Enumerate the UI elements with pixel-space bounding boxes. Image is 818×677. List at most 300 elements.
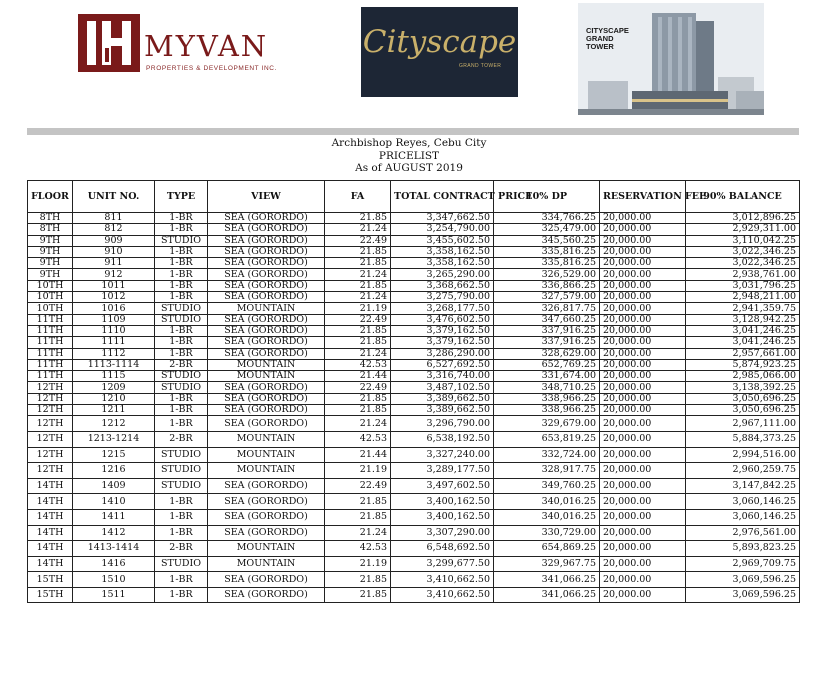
floor-cell: 14TH <box>28 525 73 541</box>
fa-cell: 21.19 <box>325 556 391 572</box>
unit-no-cell: 811 <box>73 213 155 224</box>
total-contract-price-cell: 3,410,662.50 <box>391 572 494 588</box>
reservation-fee-cell: 20,000.00 <box>600 325 686 336</box>
dp-cell: 329,679.00 <box>494 416 600 432</box>
type-cell: 2-BR <box>155 359 208 370</box>
view-cell: MOUNTAIN <box>208 541 325 557</box>
reservation-fee-cell: 20,000.00 <box>600 371 686 382</box>
balance-cell: 2,994,516.00 <box>686 447 800 463</box>
dp-cell: 337,916.25 <box>494 337 600 348</box>
table-row <box>28 314 800 325</box>
floor-cell: 9TH <box>28 235 73 246</box>
view-cell: SEA (GORORDO) <box>208 525 325 541</box>
balance-cell: 3,031,796.25 <box>686 280 800 291</box>
balance-cell: 3,050,696.25 <box>686 405 800 416</box>
balance-cell: 2,929,311.00 <box>686 224 800 235</box>
view-cell: MOUNTAIN <box>208 463 325 479</box>
view-cell: SEA (GORORDO) <box>208 246 325 257</box>
balance-cell: 2,948,211.00 <box>686 292 800 303</box>
document-title-block <box>0 137 818 175</box>
balance-cell: 3,022,346.25 <box>686 246 800 257</box>
unit-no-cell: 1113-1114 <box>73 359 155 370</box>
building-icon <box>578 3 764 115</box>
total-contract-price-cell: 3,275,790.00 <box>391 292 494 303</box>
reservation-fee-cell: 20,000.00 <box>600 359 686 370</box>
total-contract-price-cell: 3,389,662.50 <box>391 393 494 404</box>
view-cell: SEA (GORORDO) <box>208 337 325 348</box>
myvan-emblem-icon <box>78 14 140 72</box>
balance-cell: 3,147,842.25 <box>686 478 800 494</box>
fa-cell: 22.49 <box>325 478 391 494</box>
table-row <box>28 525 800 541</box>
floor-cell: 10TH <box>28 292 73 303</box>
fa-cell: 42.53 <box>325 541 391 557</box>
tower-label-line2: GRAND <box>586 34 614 43</box>
table-row <box>28 431 800 447</box>
balance-cell: 3,041,246.25 <box>686 337 800 348</box>
type-cell: 1-BR <box>155 325 208 336</box>
reservation-fee-cell: 20,000.00 <box>600 213 686 224</box>
view-cell: SEA (GORORDO) <box>208 494 325 510</box>
dp-cell: 345,560.25 <box>494 235 600 246</box>
reservation-fee-cell: 20,000.00 <box>600 224 686 235</box>
balance-cell: 2,976,561.00 <box>686 525 800 541</box>
total-contract-price-cell: 3,358,162.50 <box>391 258 494 269</box>
floor-cell: 14TH <box>28 494 73 510</box>
table-row <box>28 269 800 280</box>
total-contract-price-cell: 3,347,662.50 <box>391 213 494 224</box>
unit-no-cell: 1511 <box>73 587 155 603</box>
type-cell: STUDIO <box>155 478 208 494</box>
fa-cell: 21.85 <box>325 587 391 603</box>
balance-cell: 2,960,259.75 <box>686 463 800 479</box>
table-row <box>28 337 800 348</box>
total-contract-price-cell: 3,400,162.50 <box>391 509 494 525</box>
table-row <box>28 556 800 572</box>
unit-no-cell: 1416 <box>73 556 155 572</box>
type-cell: STUDIO <box>155 314 208 325</box>
fa-cell: 21.24 <box>325 348 391 359</box>
floor-cell: 11TH <box>28 337 73 348</box>
total-contract-price-cell: 3,487,102.50 <box>391 382 494 393</box>
reservation-fee-cell: 20,000.00 <box>600 292 686 303</box>
table-row <box>28 246 800 257</box>
tower-label-line1: CITYSCAPE <box>586 26 629 35</box>
floor-cell: 11TH <box>28 325 73 336</box>
table-row <box>28 325 800 336</box>
dp-cell: 341,066.25 <box>494 572 600 588</box>
balance-cell: 3,012,896.25 <box>686 213 800 224</box>
unit-no-cell: 812 <box>73 224 155 235</box>
dp-cell: 340,016.25 <box>494 509 600 525</box>
unit-no-cell: 911 <box>73 258 155 269</box>
floor-cell: 10TH <box>28 303 73 314</box>
dp-cell: 654,869.25 <box>494 541 600 557</box>
type-cell: 2-BR <box>155 541 208 557</box>
balance-cell: 2,938,761.00 <box>686 269 800 280</box>
total-contract-price-cell: 3,455,602.50 <box>391 235 494 246</box>
fa-cell: 21.85 <box>325 572 391 588</box>
view-cell: SEA (GORORDO) <box>208 269 325 280</box>
table-row <box>28 572 800 588</box>
reservation-fee-cell: 20,000.00 <box>600 393 686 404</box>
table-row <box>28 416 800 432</box>
table-row <box>28 478 800 494</box>
reservation-fee-cell: 20,000.00 <box>600 382 686 393</box>
view-cell: SEA (GORORDO) <box>208 314 325 325</box>
dp-cell: 335,816.25 <box>494 258 600 269</box>
unit-no-cell: 1410 <box>73 494 155 510</box>
type-cell: 1-BR <box>155 572 208 588</box>
unit-no-cell: 1510 <box>73 572 155 588</box>
dp-cell: 348,710.25 <box>494 382 600 393</box>
unit-no-cell: 1016 <box>73 303 155 314</box>
dp-cell: 330,729.00 <box>494 525 600 541</box>
type-cell: 1-BR <box>155 348 208 359</box>
floor-cell: 11TH <box>28 348 73 359</box>
floor-cell: 12TH <box>28 382 73 393</box>
dp-cell: 326,529.00 <box>494 269 600 280</box>
table-row <box>28 359 800 370</box>
table-row <box>28 382 800 393</box>
type-cell: STUDIO <box>155 556 208 572</box>
fa-cell: 21.85 <box>325 393 391 404</box>
table-row <box>28 280 800 291</box>
view-cell: SEA (GORORDO) <box>208 416 325 432</box>
table-row <box>28 405 800 416</box>
unit-no-cell: 1112 <box>73 348 155 359</box>
fa-cell: 22.49 <box>325 382 391 393</box>
cityscape-logo <box>361 7 518 97</box>
view-cell: SEA (GORORDO) <box>208 213 325 224</box>
view-cell: SEA (GORORDO) <box>208 224 325 235</box>
cityscape-wordmark: Cityscape <box>362 24 517 60</box>
dp-cell: 329,967.75 <box>494 556 600 572</box>
unit-no-cell: 1211 <box>73 405 155 416</box>
total-contract-price-cell: 3,379,162.50 <box>391 337 494 348</box>
reservation-fee-cell: 20,000.00 <box>600 587 686 603</box>
reservation-fee-cell: 20,000.00 <box>600 556 686 572</box>
reservation-fee-cell: 20,000.00 <box>600 525 686 541</box>
myvan-wordmark: MYVAN <box>144 29 269 63</box>
unit-no-cell: 1409 <box>73 478 155 494</box>
fa-cell: 22.49 <box>325 235 391 246</box>
floor-cell: 9TH <box>28 246 73 257</box>
total-contract-price-cell: 3,327,240.00 <box>391 447 494 463</box>
type-cell: STUDIO <box>155 235 208 246</box>
dp-cell: 325,479.00 <box>494 224 600 235</box>
tower-label-line3: TOWER <box>586 42 614 51</box>
floor-cell: 14TH <box>28 478 73 494</box>
view-cell: SEA (GORORDO) <box>208 258 325 269</box>
floor-cell: 9TH <box>28 258 73 269</box>
total-contract-price-cell: 3,476,602.50 <box>391 314 494 325</box>
type-cell: 1-BR <box>155 337 208 348</box>
type-cell: 1-BR <box>155 405 208 416</box>
floor-cell: 12TH <box>28 416 73 432</box>
type-cell: STUDIO <box>155 371 208 382</box>
total-contract-price-cell: 6,527,692.50 <box>391 359 494 370</box>
table-row <box>28 541 800 557</box>
balance-cell: 2,969,709.75 <box>686 556 800 572</box>
fa-cell: 42.53 <box>325 431 391 447</box>
view-cell: SEA (GORORDO) <box>208 509 325 525</box>
unit-no-cell: 1216 <box>73 463 155 479</box>
fa-cell: 21.85 <box>325 258 391 269</box>
type-cell: 1-BR <box>155 525 208 541</box>
dp-cell: 337,916.25 <box>494 325 600 336</box>
project-location: Archbishop Reyes, Cebu City <box>331 137 487 149</box>
dp-cell: 328,629.00 <box>494 348 600 359</box>
reservation-fee-cell: 20,000.00 <box>600 416 686 432</box>
type-cell: 1-BR <box>155 509 208 525</box>
dp-cell: 338,966.25 <box>494 405 600 416</box>
dp-cell: 653,819.25 <box>494 431 600 447</box>
unit-no-cell: 1011 <box>73 280 155 291</box>
unit-no-cell: 1110 <box>73 325 155 336</box>
floor-cell: 12TH <box>28 447 73 463</box>
reservation-fee-cell: 20,000.00 <box>600 431 686 447</box>
col-type-header: TYPE <box>155 181 208 213</box>
reservation-fee-cell: 20,000.00 <box>600 303 686 314</box>
fa-cell: 21.44 <box>325 371 391 382</box>
total-contract-price-cell: 3,299,677.50 <box>391 556 494 572</box>
view-cell: MOUNTAIN <box>208 359 325 370</box>
header-divider <box>27 128 799 135</box>
balance-cell: 3,041,246.25 <box>686 325 800 336</box>
balance-cell: 2,967,111.00 <box>686 416 800 432</box>
total-contract-price-cell: 3,265,290.00 <box>391 269 494 280</box>
reservation-fee-cell: 20,000.00 <box>600 348 686 359</box>
view-cell: SEA (GORORDO) <box>208 478 325 494</box>
unit-no-cell: 1210 <box>73 393 155 404</box>
type-cell: 1-BR <box>155 258 208 269</box>
fa-cell: 21.19 <box>325 463 391 479</box>
fa-cell: 21.85 <box>325 213 391 224</box>
fa-cell: 21.85 <box>325 337 391 348</box>
dp-cell: 340,016.25 <box>494 494 600 510</box>
reservation-fee-cell: 20,000.00 <box>600 258 686 269</box>
dp-cell: 341,066.25 <box>494 587 600 603</box>
floor-cell: 8TH <box>28 224 73 235</box>
dp-cell: 349,760.25 <box>494 478 600 494</box>
total-contract-price-cell: 3,410,662.50 <box>391 587 494 603</box>
reservation-fee-cell: 20,000.00 <box>600 337 686 348</box>
table-body <box>28 213 800 603</box>
table-row <box>28 509 800 525</box>
total-contract-price-cell: 3,268,177.50 <box>391 303 494 314</box>
view-cell: MOUNTAIN <box>208 431 325 447</box>
floor-cell: 12TH <box>28 405 73 416</box>
fa-cell: 21.24 <box>325 525 391 541</box>
table-row <box>28 303 800 314</box>
type-cell: STUDIO <box>155 463 208 479</box>
unit-no-cell: 910 <box>73 246 155 257</box>
fa-cell: 21.85 <box>325 280 391 291</box>
balance-cell: 3,138,392.25 <box>686 382 800 393</box>
view-cell: SEA (GORORDO) <box>208 292 325 303</box>
view-cell: SEA (GORORDO) <box>208 572 325 588</box>
type-cell: 1-BR <box>155 292 208 303</box>
dp-cell: 327,579.00 <box>494 292 600 303</box>
reservation-fee-cell: 20,000.00 <box>600 509 686 525</box>
balance-cell: 3,022,346.25 <box>686 258 800 269</box>
unit-no-cell: 1215 <box>73 447 155 463</box>
col-fa-header: FA <box>325 181 391 213</box>
dp-cell: 652,769.25 <box>494 359 600 370</box>
total-contract-price-cell: 6,538,192.50 <box>391 431 494 447</box>
reservation-fee-cell: 20,000.00 <box>600 235 686 246</box>
col-total-contract-price-header: TOTAL CONTRACT PRICE <box>391 181 494 213</box>
reservation-fee-cell: 20,000.00 <box>600 405 686 416</box>
table-row <box>28 258 800 269</box>
myvan-logo <box>78 14 298 80</box>
table-row <box>28 494 800 510</box>
balance-cell: 2,941,359.75 <box>686 303 800 314</box>
type-cell: 1-BR <box>155 494 208 510</box>
table-row <box>28 348 800 359</box>
balance-cell: 5,884,373.25 <box>686 431 800 447</box>
col-balance-header: 90% BALANCE <box>686 181 800 213</box>
type-cell: 1-BR <box>155 269 208 280</box>
view-cell: SEA (GORORDO) <box>208 280 325 291</box>
type-cell: STUDIO <box>155 303 208 314</box>
total-contract-price-cell: 3,358,162.50 <box>391 246 494 257</box>
fa-cell: 21.85 <box>325 509 391 525</box>
view-cell: MOUNTAIN <box>208 303 325 314</box>
total-contract-price-cell: 3,368,662.50 <box>391 280 494 291</box>
table-header-row <box>28 181 800 213</box>
fa-cell: 21.85 <box>325 246 391 257</box>
view-cell: SEA (GORORDO) <box>208 393 325 404</box>
view-cell: SEA (GORORDO) <box>208 348 325 359</box>
floor-cell: 15TH <box>28 572 73 588</box>
unit-no-cell: 909 <box>73 235 155 246</box>
unit-no-cell: 912 <box>73 269 155 280</box>
balance-cell: 3,060,146.25 <box>686 509 800 525</box>
dp-cell: 338,966.25 <box>494 393 600 404</box>
floor-cell: 9TH <box>28 269 73 280</box>
unit-no-cell: 1213-1214 <box>73 431 155 447</box>
fa-cell: 21.24 <box>325 269 391 280</box>
type-cell: 1-BR <box>155 246 208 257</box>
balance-cell: 3,110,042.25 <box>686 235 800 246</box>
unit-no-cell: 1412 <box>73 525 155 541</box>
unit-no-cell: 1209 <box>73 382 155 393</box>
fa-cell: 21.85 <box>325 405 391 416</box>
type-cell: STUDIO <box>155 382 208 393</box>
fa-cell: 21.24 <box>325 416 391 432</box>
dp-cell: 334,766.25 <box>494 213 600 224</box>
floor-cell: 11TH <box>28 359 73 370</box>
table-row <box>28 393 800 404</box>
balance-cell: 5,893,823.25 <box>686 541 800 557</box>
table-row <box>28 587 800 603</box>
table-row <box>28 447 800 463</box>
floor-cell: 10TH <box>28 280 73 291</box>
view-cell: SEA (GORORDO) <box>208 235 325 246</box>
fa-cell: 21.85 <box>325 494 391 510</box>
type-cell: 2-BR <box>155 431 208 447</box>
floor-cell: 14TH <box>28 541 73 557</box>
table-row <box>28 235 800 246</box>
balance-cell: 2,957,661.00 <box>686 348 800 359</box>
balance-cell: 3,069,596.25 <box>686 572 800 588</box>
floor-cell: 11TH <box>28 314 73 325</box>
table-row <box>28 371 800 382</box>
unit-no-cell: 1115 <box>73 371 155 382</box>
view-cell: MOUNTAIN <box>208 371 325 382</box>
col-floor-header: FLOOR <box>28 181 73 213</box>
table-row <box>28 224 800 235</box>
unit-no-cell: 1212 <box>73 416 155 432</box>
balance-cell: 3,128,942.25 <box>686 314 800 325</box>
type-cell: 1-BR <box>155 280 208 291</box>
col-dp-header: 10% DP <box>494 181 600 213</box>
pricelist-table <box>27 180 800 603</box>
type-cell: 1-BR <box>155 416 208 432</box>
table-row <box>28 463 800 479</box>
total-contract-price-cell: 3,379,162.50 <box>391 325 494 336</box>
fa-cell: 21.24 <box>325 224 391 235</box>
cityscape-subtitle: GRAND TOWER <box>459 63 502 69</box>
dp-cell: 335,816.25 <box>494 246 600 257</box>
fa-cell: 42.53 <box>325 359 391 370</box>
view-cell: MOUNTAIN <box>208 447 325 463</box>
table-row <box>28 292 800 303</box>
view-cell: MOUNTAIN <box>208 556 325 572</box>
floor-cell: 8TH <box>28 213 73 224</box>
total-contract-price-cell: 3,286,290.00 <box>391 348 494 359</box>
total-contract-price-cell: 3,289,177.50 <box>391 463 494 479</box>
dp-cell: 336,866.25 <box>494 280 600 291</box>
total-contract-price-cell: 6,548,692.50 <box>391 541 494 557</box>
floor-cell: 12TH <box>28 431 73 447</box>
dp-cell: 347,660.25 <box>494 314 600 325</box>
tower-label <box>586 27 629 51</box>
dp-cell: 331,674.00 <box>494 371 600 382</box>
type-cell: 1-BR <box>155 393 208 404</box>
reservation-fee-cell: 20,000.00 <box>600 280 686 291</box>
type-cell: 1-BR <box>155 213 208 224</box>
document-title: PRICELIST <box>378 149 440 162</box>
balance-cell: 3,069,596.25 <box>686 587 800 603</box>
total-contract-price-cell: 3,254,790.00 <box>391 224 494 235</box>
view-cell: SEA (GORORDO) <box>208 325 325 336</box>
reservation-fee-cell: 20,000.00 <box>600 447 686 463</box>
view-cell: SEA (GORORDO) <box>208 405 325 416</box>
dp-cell: 332,724.00 <box>494 447 600 463</box>
myvan-tagline: PROPERTIES & DEVELOPMENT INC. <box>146 65 277 72</box>
total-contract-price-cell: 3,316,740.00 <box>391 371 494 382</box>
table-row <box>28 213 800 224</box>
reservation-fee-cell: 20,000.00 <box>600 314 686 325</box>
balance-cell: 2,985,066.00 <box>686 371 800 382</box>
floor-cell: 12TH <box>28 463 73 479</box>
reservation-fee-cell: 20,000.00 <box>600 572 686 588</box>
total-contract-price-cell: 3,497,602.50 <box>391 478 494 494</box>
document-date: As of AUGUST 2019 <box>355 162 463 174</box>
total-contract-price-cell: 3,389,662.50 <box>391 405 494 416</box>
unit-no-cell: 1111 <box>73 337 155 348</box>
view-cell: SEA (GORORDO) <box>208 587 325 603</box>
fa-cell: 21.19 <box>325 303 391 314</box>
reservation-fee-cell: 20,000.00 <box>600 463 686 479</box>
total-contract-price-cell: 3,400,162.50 <box>391 494 494 510</box>
reservation-fee-cell: 20,000.00 <box>600 269 686 280</box>
view-cell: SEA (GORORDO) <box>208 382 325 393</box>
col-unit-no-header: UNIT NO. <box>73 181 155 213</box>
